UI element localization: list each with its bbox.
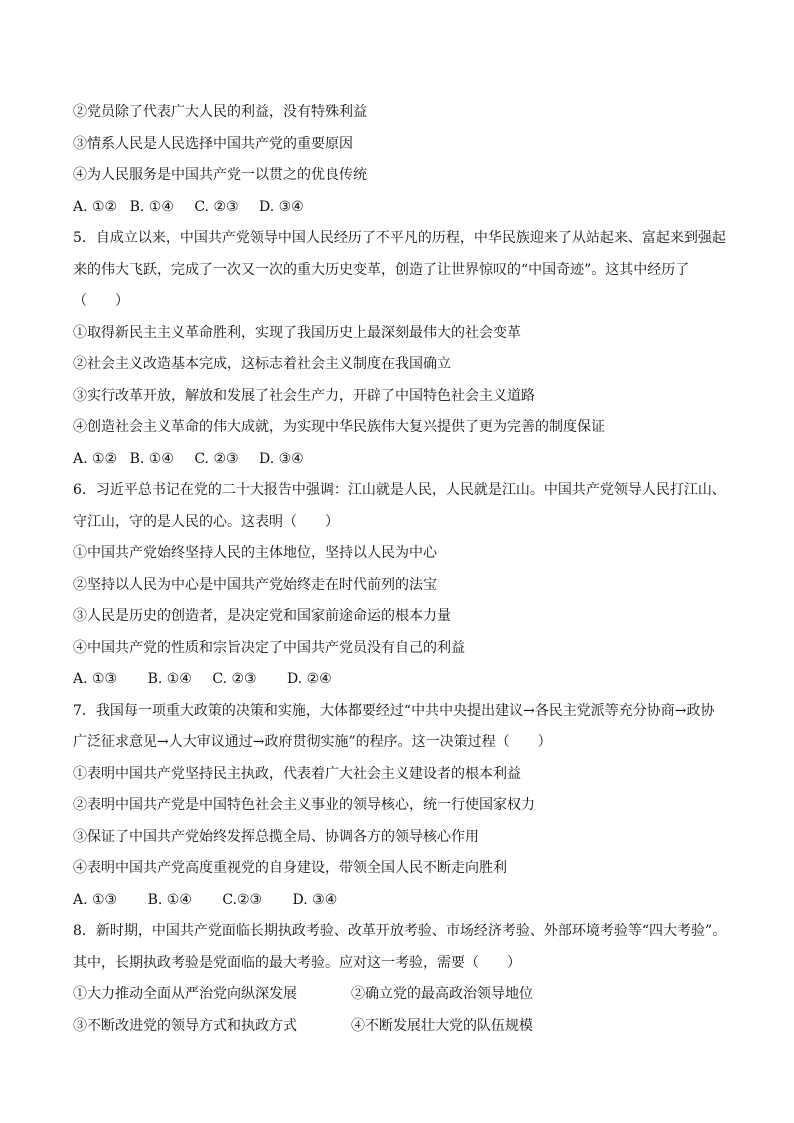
q4-option-c[interactable]: C. ②③ xyxy=(194,198,239,215)
q5-item-4: ④创造社会主义革命的伟大成就，为实现中华民族伟大复兴提供了更为完善的制度保证 xyxy=(73,419,605,435)
q6-item-2: ②坚持以人民为中心是中国共产党始终走在时代前列的法宝 xyxy=(73,576,437,593)
q5-option-c[interactable]: C. ②③ xyxy=(194,450,239,467)
q5-item-1: ①取得新民主主义革命胜利，实现了我国历史上最深刻最伟大的社会变革 xyxy=(73,324,521,341)
q6-option-a[interactable]: A. ①③ xyxy=(73,671,118,687)
q8-item-3: ③不断改进党的领导方式和执政方式 xyxy=(73,1017,297,1034)
q7-option-c[interactable]: C.②③ xyxy=(222,891,263,908)
q6-option-b[interactable]: B. ①④ xyxy=(147,671,192,687)
q7-option-a[interactable]: A. ①③ xyxy=(73,891,118,908)
q6-item-3: ③人民是历史的创造者，是决定党和国家前途命运的根本力量 xyxy=(73,608,451,624)
q5-option-a[interactable]: A. ①② xyxy=(73,450,118,467)
q5-item-3: ③实行改革开放，解放和发展了社会生产力，开辟了中国特色社会主义道路 xyxy=(73,387,535,404)
q7-stem-line-2: 广泛征求意见→人大审议通过→政府贯彻实施”的程序。这一决策过程（ ） xyxy=(73,734,552,750)
q6-stem-line-2: 守江山，守的是人民的心。这表明（ ） xyxy=(73,513,339,530)
q6-option-d[interactable]: D. ②④ xyxy=(287,671,332,687)
q6-options xyxy=(73,664,733,696)
q4-item-4: ④为人民服务是中国共产党一以贯之的优良传统 xyxy=(73,167,367,183)
q8-items-row-1 xyxy=(73,979,733,1011)
q7-option-b[interactable]: B. ①④ xyxy=(147,891,192,908)
q5-item-2: ②社会主义改造基本完成，这标志着社会主义制度在我国确立 xyxy=(73,356,451,372)
q8-item-1: ①大力推动全面从严治党向纵深发展 xyxy=(73,986,297,1002)
q8-items-row-2 xyxy=(73,1011,733,1043)
q5-options xyxy=(73,444,733,476)
q8-item-4: ④不断发展壮大党的队伍规模 xyxy=(351,1017,533,1034)
worksheet-page xyxy=(73,97,733,1042)
q4-option-d[interactable]: D. ③④ xyxy=(259,198,304,215)
q5-option-d[interactable]: D. ③④ xyxy=(259,450,304,467)
q4-item-2: ②党员除了代表广大人民的利益，没有特殊利益 xyxy=(73,104,367,120)
q6-item-4: ④中国共产党的性质和宗旨决定了中国共产党员没有自己的利益 xyxy=(73,639,465,656)
q7-stem-line-1: 7．我国每一项重大政策的决策和实施，大体都要经过“中共中央提出建议→各民主党派等充分协商→政协 xyxy=(73,702,715,719)
q5-stem-line-2: 来的伟大飞跃，完成了一次又一次的重大历史变革，创造了让世界惊叹的“中国奇迹”。这其中经历了 xyxy=(73,261,690,278)
q4-option-a[interactable]: A. ①② xyxy=(73,198,118,215)
q7-options xyxy=(73,885,733,917)
q7-option-d[interactable]: D. ③④ xyxy=(292,891,338,908)
q6-stem-line-1: 6．习近平总书记在党的二十大报告中强调：江山就是人民，人民就是江山。中国共产党领导人民打江山、 xyxy=(73,482,726,498)
q5-answer-blank: （ ） xyxy=(73,293,129,309)
q7-item-2: ②表明中国共产党是中国特色社会主义事业的领导核心，统一行使国家权力 xyxy=(73,797,535,813)
q6-option-c[interactable]: C. ②③ xyxy=(212,671,257,687)
q5-stem-line-1: 5．自成立以来，中国共产党领导中国人民经历了不平凡的历程，中华民族迎来了从站起来、富起来到强起 xyxy=(73,230,726,246)
q4-option-b[interactable]: B. ①④ xyxy=(129,198,174,215)
q6-item-1: ①中国共产党始终坚持人民的主体地位，坚持以人民为中心 xyxy=(73,545,437,561)
q7-item-1: ①表明中国共产党坚持民主执政，代表着广大社会主义建设者的根本利益 xyxy=(73,765,521,782)
q5-option-b[interactable]: B. ①④ xyxy=(129,450,174,467)
q4-item-3: ③情系人民是人民选择中国共产党的重要原因 xyxy=(73,135,353,152)
q7-item-4: ④表明中国共产党高度重视党的自身建设，带领全国人民不断走向胜利 xyxy=(73,860,507,876)
q8-stem-line-2: 其中，长期执政考验是党面临的最大考验。应对这一考验，需要（ ） xyxy=(73,954,521,971)
q4-options xyxy=(73,192,733,224)
q7-item-3: ③保证了中国共产党始终发挥总揽全局、协调各方的领导核心作用 xyxy=(73,828,479,845)
q8-item-2: ②确立党的最高政治领导地位 xyxy=(351,986,533,1002)
q8-stem-line-1: 8．新时期，中国共产党面临长期执政考验、改革开放考验、市场经济考验、外部环境考验等“四大考验”。 xyxy=(73,923,727,939)
